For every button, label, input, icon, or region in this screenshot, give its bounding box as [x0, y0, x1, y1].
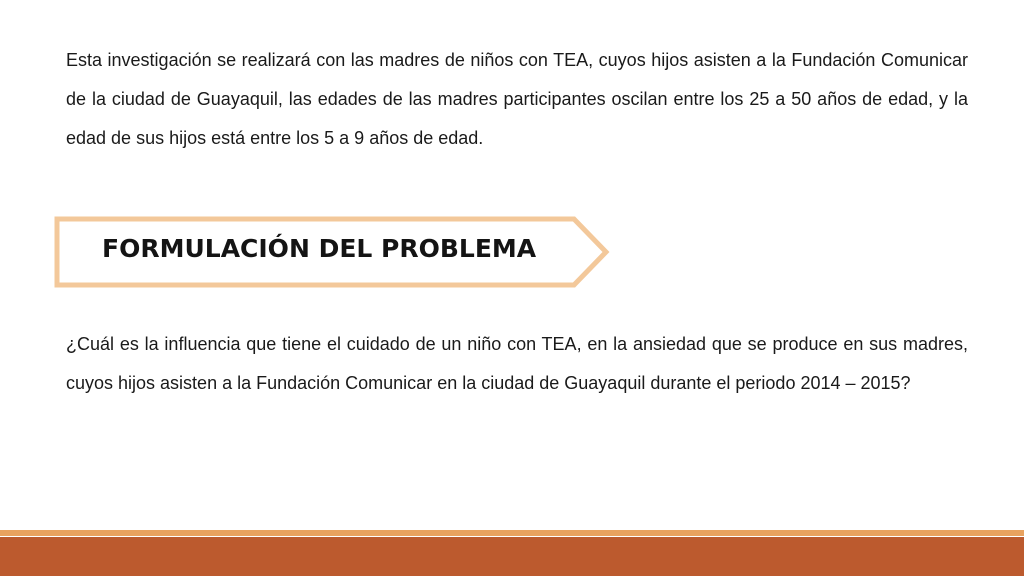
section-heading: FORMULACIÓN DEL PROBLEMA — [102, 234, 537, 263]
section-heading-banner — [54, 216, 610, 288]
problem-question-paragraph: ¿Cuál es la influencia que tiene el cuidado de un niño con TEA, en la ansiedad que se produce en sus madres, cuyos hijos asisten a la Fundación Comunicar en la ciudad de Guayaquil durante el periodo 2014 – 2015? — [66, 334, 968, 393]
footer-bar — [0, 537, 1024, 576]
footer-accent-line — [0, 530, 1024, 536]
intro-paragraph: Esta investigación se realizará con las madres de niños con TEA, cuyos hijos asisten a la Fundación Comunicar de la ciudad de Guayaquil, las edades de las madres participantes oscilan entre los 25 a 50 años de edad, y la edad de sus hijos está entre los 5 a 9 años de edad. — [66, 50, 968, 148]
